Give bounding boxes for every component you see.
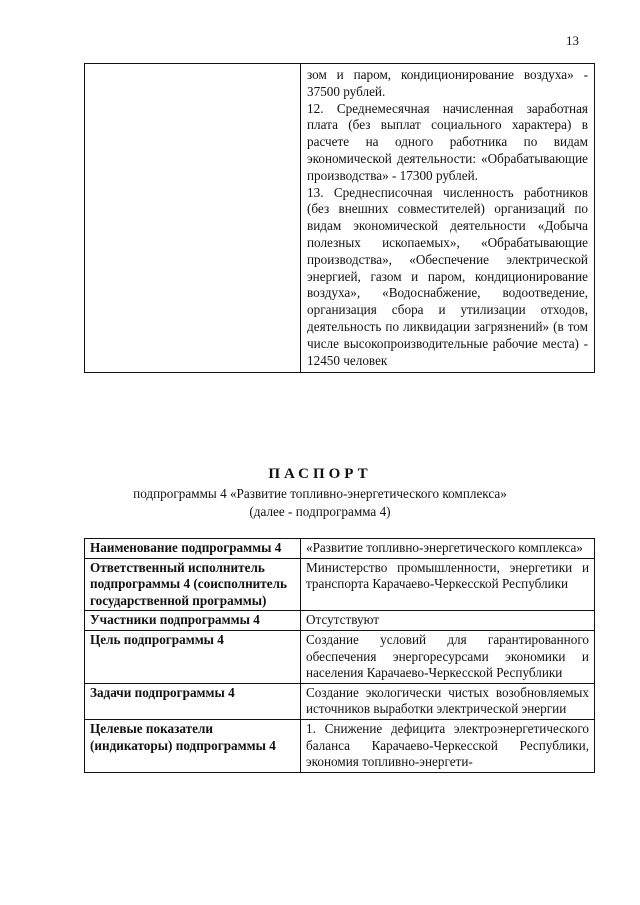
row-label: Задачи подпрограммы 4 [85,683,301,719]
passport-subtitle: подпрограммы 4 «Развитие топливно-энергетического комплекса» [133,486,507,501]
passport-row-participants [85,611,595,631]
passport-row-indicators [85,719,595,772]
row-value: 1. Снижение дефицита электроэнергетического баланса Карачаево-Черкесской Республики, экономия топливно-энергети- [301,719,595,772]
row-label: Ответственный исполнитель подпрограммы 4 (соисполнитель государственной программы) [85,558,301,611]
continuation-left-cell [85,64,301,373]
row-label: Участники подпрограммы 4 [85,611,301,631]
passport-row-name [85,539,595,559]
passport-subtitle-note: (далее - подпрограмма 4) [249,504,391,519]
passport-row-goal [85,630,595,683]
row-value: Министерство промышленности, энергетики и транспорта Карачаево-Черкесской Республики [301,558,595,611]
row-value: Создание условий для гарантированного обеспечения энергоресурсами экономики и населения Карачаево-Черкесской Республики [301,630,595,683]
continuation-paragraph: 13. Среднесписочная численность работников (без внешних совместителей) организаций по видам экономической деятельности «Добыча полезных ископаемых», «Обрабатывающие производства», «Обеспечение электрической энергией, газом и паром, кондиционирование воздуха», «Водоснабжение, водоотведение, организация сбора и утилизации отходов, деятельность по ликвидации загрязнений» (в том числе высокопроизводительные рабочие места) - 12450 человек [307,184,588,368]
passport-row-responsible [85,558,595,611]
row-label: Цель подпрограммы 4 [85,630,301,683]
row-label: Целевые показатели (индикаторы) подпрограммы 4 [85,719,301,772]
continuation-row [85,64,595,373]
passport-title: ПАСПОРТ [268,466,372,482]
passport-table [84,538,595,773]
row-value: Создание экологически чистых возобновляемых источников выработки электрической энергии [301,683,595,719]
row-value: «Развитие топливно-энергетического комплекса» [301,539,595,559]
row-value: Отсутствуют [301,611,595,631]
continuation-text [301,64,594,372]
continuation-paragraph: 12. Среднемесячная начисленная заработная плата (без выплат социального характера) в расчете на одного работника по видам экономической деятельности: «Обрабатывающие производства» - 17300 рублей. [307,100,588,183]
page-number: 13 [566,33,579,48]
continuation-paragraph: зом и паром, кондиционирование воздуха» - 37500 рублей. [307,67,588,99]
passport-row-tasks [85,683,595,719]
continuation-table [84,63,595,373]
continuation-right-cell [301,64,595,373]
row-label: Наименование подпрограммы 4 [85,539,301,559]
